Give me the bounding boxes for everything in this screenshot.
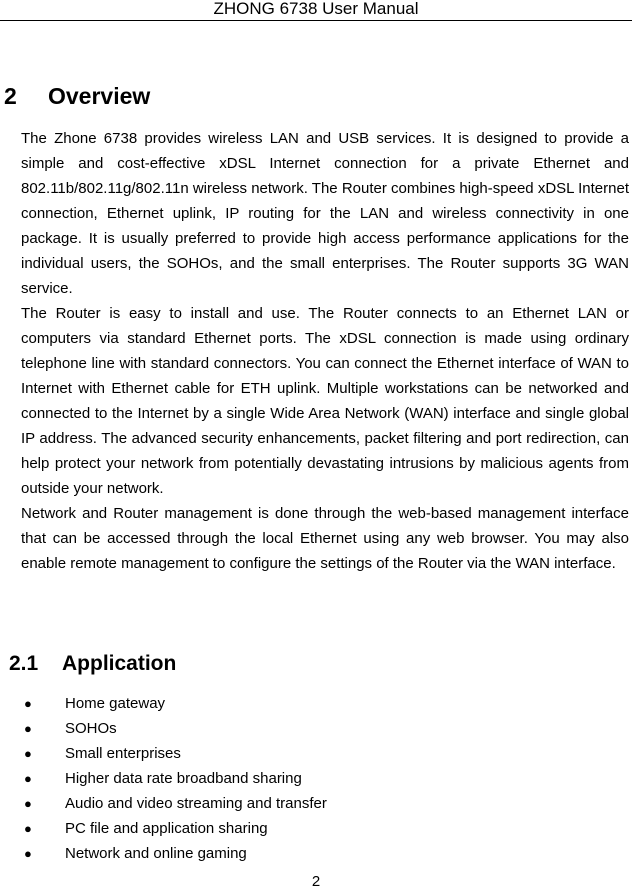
list-item-label: Small enterprises bbox=[65, 745, 181, 762]
bullet-icon: ● bbox=[24, 796, 32, 811]
list-item-label: Audio and video streaming and transfer bbox=[65, 795, 327, 812]
bullet-icon: ● bbox=[24, 721, 32, 736]
section-title: Overview bbox=[48, 83, 151, 109]
list-item-label: SOHOs bbox=[65, 720, 117, 737]
list-item-label: PC file and application sharing bbox=[65, 820, 268, 837]
header-title: ZHONG 6738 User Manual bbox=[213, 0, 419, 18]
section-body bbox=[21, 126, 629, 576]
paragraph: Network and Router management is done through the web-based management interface that can be accessed through the local Ethernet using any web browser. You may also enable remote management to configure the settings of the Router via the WAN interface. bbox=[21, 505, 629, 572]
paragraph: The Zhone 6738 provides wireless LAN and USB services. It is designed to provide a simple and cost-effective xDSL Internet connection for a private Ethernet and 802.11b/802.11g/802.11n wireless network. The Router combines high-speed xDSL Internet connection, Ethernet uplink, IP routing for the LAN and wireless connectivity in one package. It is usually preferred to provide high access performance applications for the individual users, the SOHOs, and the small enterprises. The Router supports 3G WAN service. bbox=[21, 130, 629, 297]
subsection-number: 2.1 bbox=[9, 652, 39, 675]
list-item bbox=[0, 741, 327, 766]
bullet-icon: ● bbox=[24, 771, 32, 786]
list-item-label: Higher data rate broadband sharing bbox=[65, 770, 302, 787]
section-heading bbox=[4, 82, 150, 110]
bullet-icon: ● bbox=[24, 846, 32, 861]
list-item bbox=[0, 841, 327, 866]
subsection-heading bbox=[9, 650, 176, 678]
bullet-icon: ● bbox=[24, 821, 32, 836]
section-number: 2 bbox=[4, 83, 17, 109]
page-number: 2 bbox=[311, 873, 321, 890]
bullet-icon: ● bbox=[24, 696, 32, 711]
list-item bbox=[0, 691, 327, 716]
list-item bbox=[0, 816, 327, 841]
list-item-label: Network and online gaming bbox=[65, 845, 247, 862]
paragraph: The Router is easy to install and use. The Router connects to an Ethernet LAN or computers via standard Ethernet ports. The xDSL connection is made using ordinary telephone line with standard connectors. You can connect the Ethernet interface of WAN to Internet with Ethernet cable for ETH uplink. Multiple workstations can be networked and connected to the Internet by a single Wide Area Network (WAN) interface and single global IP address. The advanced security enhancements, packet filtering and port redirection, can help protect your network from potentially devastating intrusions by malicious agents from outside your network. bbox=[21, 305, 629, 497]
list-item bbox=[0, 766, 327, 791]
list-item bbox=[0, 716, 327, 741]
list-item-label: Home gateway bbox=[65, 695, 166, 712]
list-item bbox=[0, 791, 327, 816]
page-header bbox=[0, 0, 632, 21]
subsection-title: Application bbox=[62, 652, 177, 675]
application-list bbox=[0, 691, 327, 866]
bullet-icon: ● bbox=[24, 746, 32, 761]
